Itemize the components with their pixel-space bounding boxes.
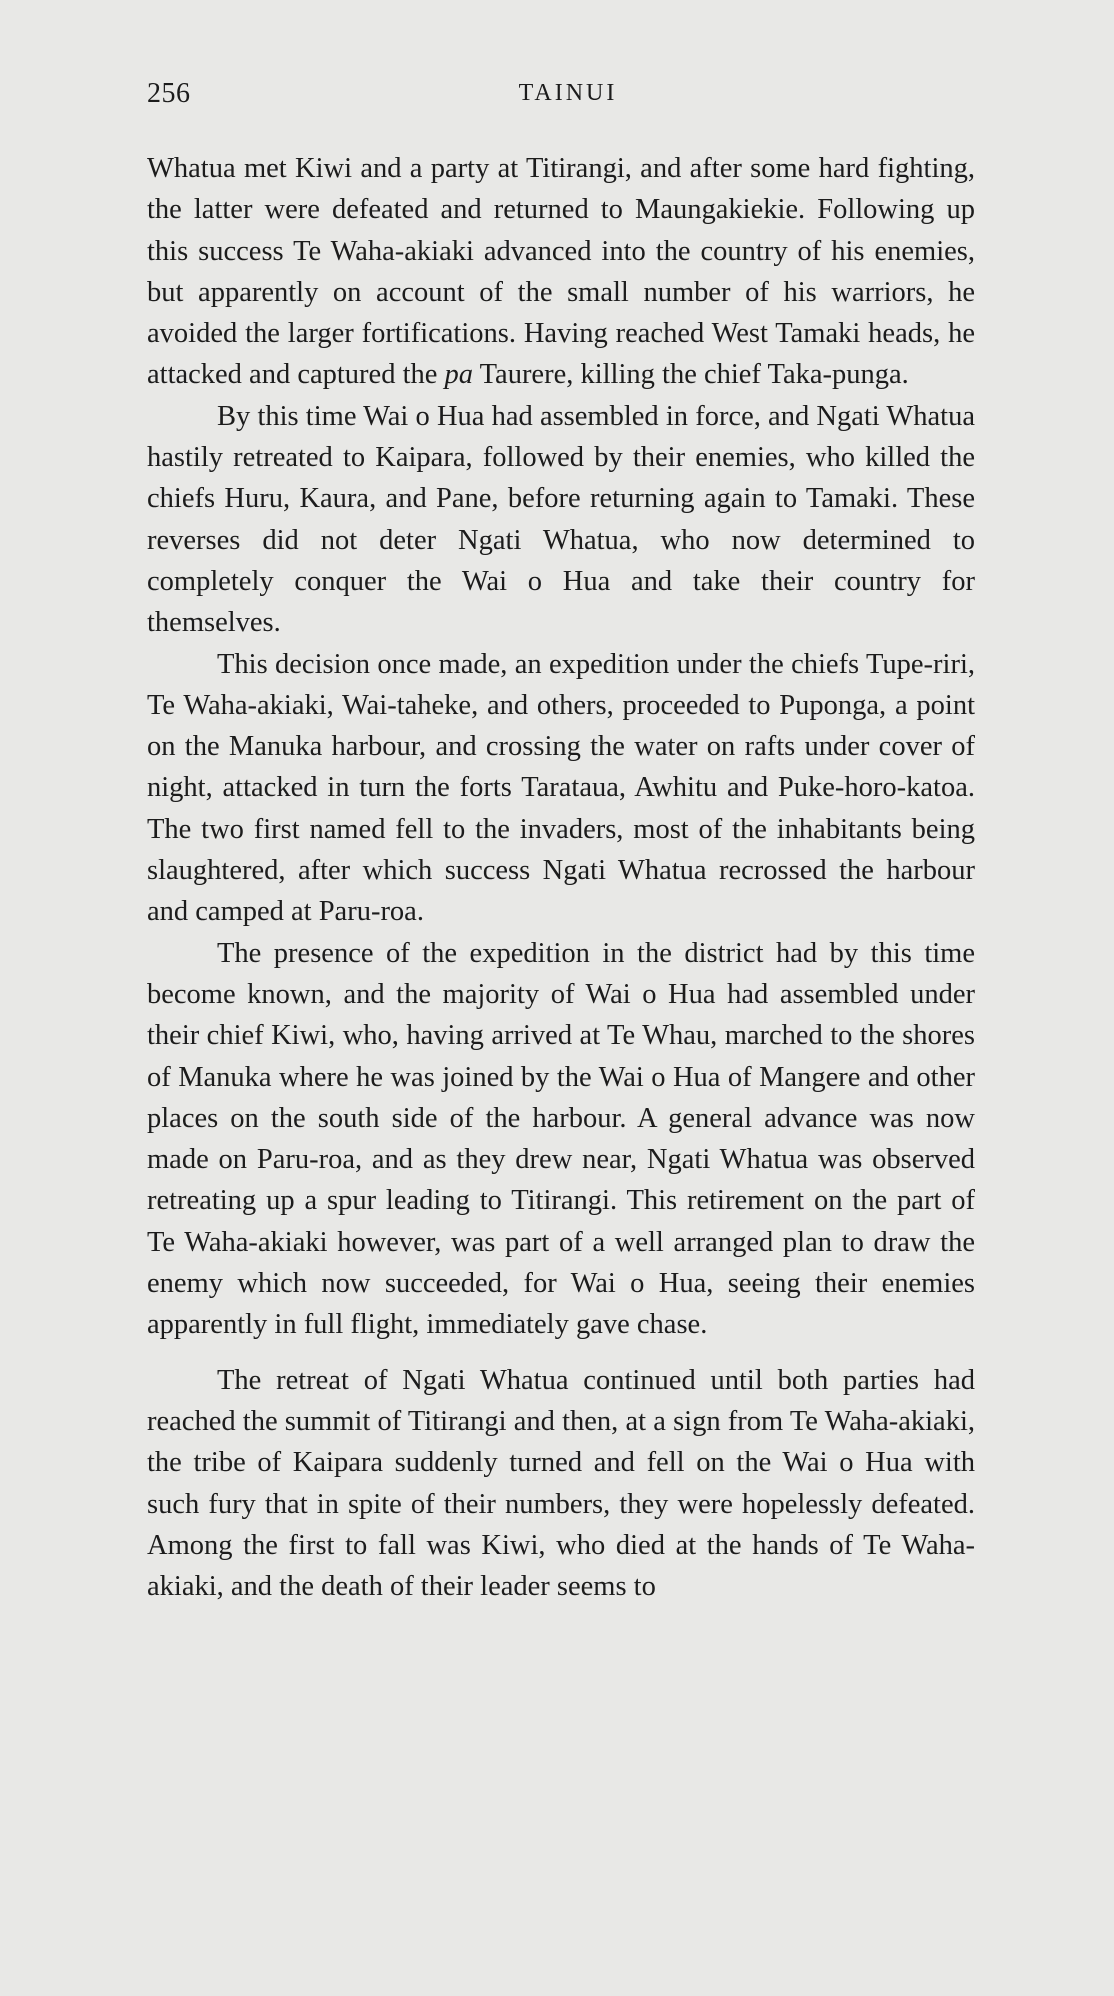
body-text <box>147 148 975 1607</box>
page-header <box>147 78 977 114</box>
italic-term-pa: pa <box>444 359 474 391</box>
running-title: TAINUI <box>518 80 618 106</box>
paragraph-1 <box>147 148 975 396</box>
paragraph-1-text-start: Whatua met Kiwi and a party at Titirangi, and after some hard fighting, the latter were defeated and returned to Maungakiekie. Following up this success Te Waha-akiaki advanced into the country of his enemies, but apparently on account of the small number of his warriors, he avoided the larger fortifications. Having reached West Tamaki heads, he attacked and captured the <box>147 153 975 391</box>
paragraph-4: The presence of the expedition in the district had by this time become known, and the majority of Wai o Hua had assembled under their chief Kiwi, who, having arrived at Te Whau, marched to the shores of Manuka where he was joined by the Wai o Hua of Mangere and other places on the south side of the harbour. A general advance was now made on Paru-roa, and as they drew near, Ngati Whatua was observed retreating up a spur leading to Titirangi. This retirement on the part of Te Waha-akiaki however, was part of a well arranged plan to draw the enemy which now succeeded, for Wai o Hua, seeing their enemies apparently in full flight, immediately gave chase. <box>147 937 975 1341</box>
page-number: 256 <box>147 78 191 109</box>
paragraph-2: By this time Wai o Hua had assembled in force, and Ngati Whatua hastily retreated to Kaipara, followed by their enemies, who killed the chiefs Huru, Kaura, and Pane, before returning again to Tamaki. These reverses did not deter Ngati Whatua, who now determined to completely conquer the Wai o Hua and take their country for themselves. <box>147 400 975 639</box>
paragraph-3: This decision once made, an expedition under the chiefs Tupe-riri, Te Waha-akiaki, Wai-taheke, and others, proceeded to Puponga, a point on the Manuka harbour, and crossing the water on rafts under cover of night, attacked in turn the forts Tarataua, Awhitu and Puke-horo-katoa. The two first named fell to the invaders, most of the inhabitants being slaughtered, after which success Ngati Whatua recrossed the harbour and camped at Paru-roa. <box>147 648 975 928</box>
paragraph-1-text-end: Taurere, killing the chief Taka-punga. <box>473 359 909 391</box>
paragraph-5: The retreat of Ngati Whatua continued until both parties had reached the summit of Titirangi and then, at a sign from Te Waha-akiaki, the tribe of Kaipara suddenly turned and fell on the Wai o Hua with such fury that in spite of their numbers, they were hopelessly defeated. Among the first to fall was Kiwi, who died at the hands of Te Waha-akiaki, and the death of their leader seems to <box>147 1364 975 1603</box>
